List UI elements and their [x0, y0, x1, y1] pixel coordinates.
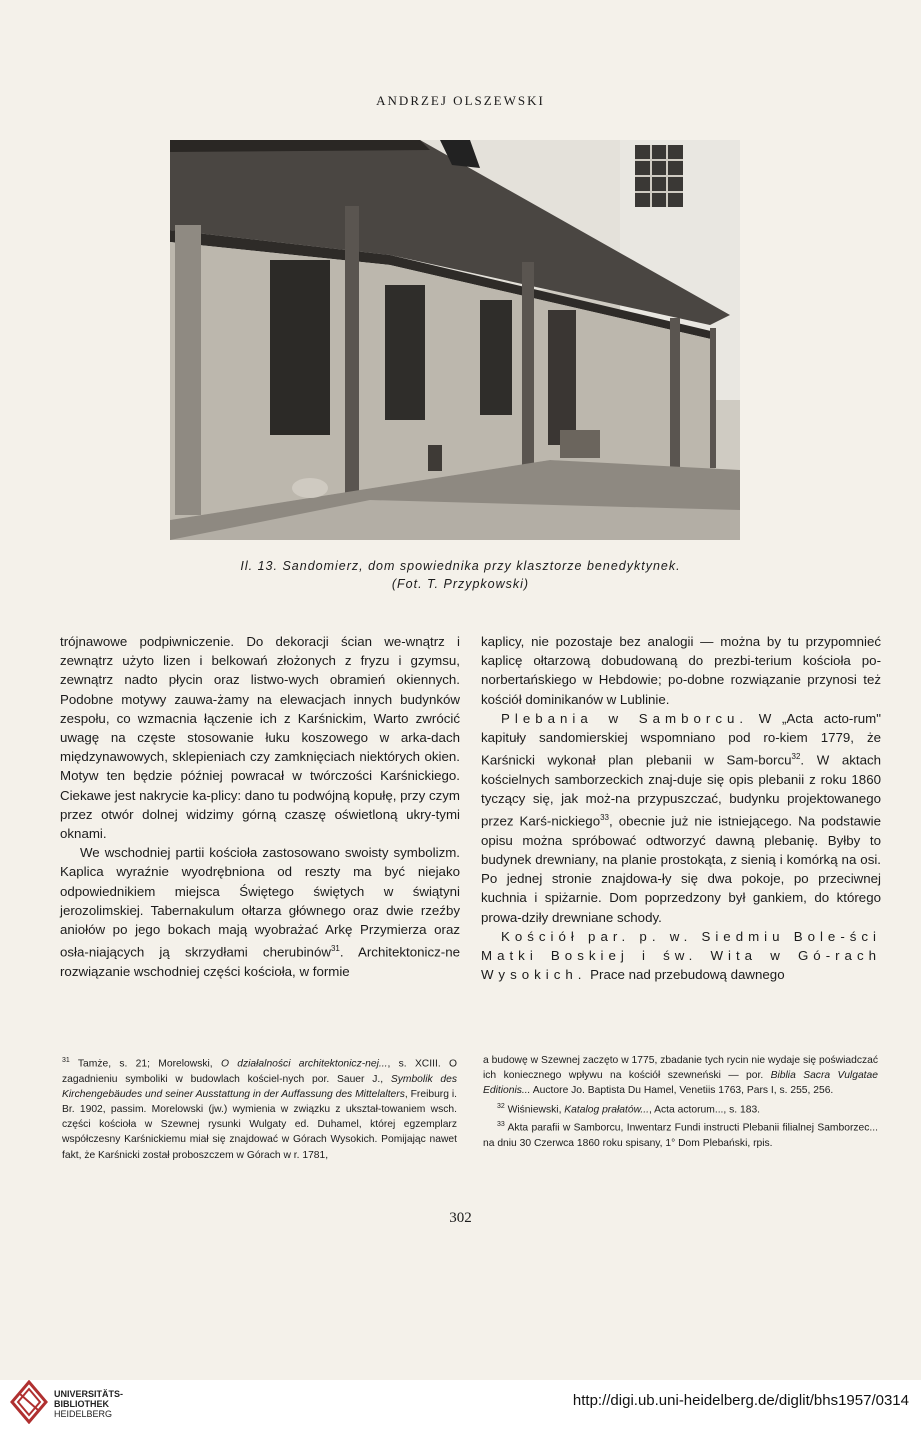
fn31-text-b: , s. XCIII. O zagadnieniu symboliki w budowlach kościel-nych por. Sauer J., — [62, 1058, 457, 1085]
fn31-title-1: O działalności architektonicz-nej... — [220, 1058, 388, 1070]
fn32-text-a: Wiśniewski, — [504, 1104, 565, 1116]
section-heading-kosciol: Kościół par. p. w. Siedmiu Bole-ści Matki Boskiej i św. Wita w Gó-rach Wysokich. — [481, 928, 881, 983]
right-paragraph-2 — [481, 709, 881, 927]
fn32-title: Katalog prałatów... — [564, 1104, 650, 1116]
figure-caption — [0, 557, 921, 593]
footnote-31-number: 31 — [62, 1057, 70, 1064]
fn31-cont-a: a budowę w Szewnej zaczęto w 1775, zbadanie tych rycin nie wydaje się poświadczać ich koniecznego wpływu na kościół szewneński — por. — [483, 1055, 878, 1082]
fn32-text-b: , Acta actorum..., s. 183. — [649, 1104, 761, 1116]
footnote-ref-33[interactable]: 33 — [600, 813, 610, 823]
fn33-text: Akta parafii w Samborcu, Inwentarz Fundi instructi Plebanii filialnej Samborzec... na dniu 30 Czerwca 1860 roku spisany, 1° Dom Plebański, rpis. — [483, 1122, 878, 1149]
caption-title: Il. 13. Sandomierz, dom spowiednika przy klasztorze benedyktynek. — [240, 559, 681, 573]
section-heading-plebania: Plebania w Samborcu. — [501, 710, 749, 726]
fn31-title-2: Symbolik des Kirchengebäudes und seiner Ausstattung in der Auffassung des Mittelalters — [62, 1073, 457, 1100]
footnote-31-continued — [483, 1053, 878, 1099]
fn31-text-c: , Freiburg i. Br. 1902, passim. Morelowski (jw.) wymienia w związku z ukształ-towaniem wsch. części kościoła w Szewnej rysunki Wulgaty ed. Duhamel, której egzemplarz współczesny Karśnickiemu miał się znajdować w Górach Wysokich. Pomijając nawet fakt, że Karśnicki został proboszczem w Górach w r. 1781, — [62, 1088, 457, 1161]
right-p2b: . W aktach kościelnych samborzeckich znaj-duje się opis plebanii z roku 1860 tyczący się, jak moż-na przypuszczać, budynku projektowanego przez Karś-nickiego — [481, 752, 882, 829]
library-name — [54, 1389, 123, 1419]
fn31-cont-b: Auctore Jo. Baptista Du Hamel, Venetiis 1763, Pars I, s. 255, 256. — [530, 1085, 834, 1097]
right-p2c: , obecnie już nie istniejącego. Na podstawie opisu można spróbować odtworzyć dawną plebanię. Byłby to budynek drewniany, na planie prostokąta, z sienią i komórką na osi. Po jednej stronie znajdowa-ły się dwa pokoje, po przeciwnej kuchnia i spiżarnie. Dom poprzedzony był gankiem, do którego prowa-dziły drewniane schody. — [481, 813, 881, 925]
fn31-text-a: Tamże, s. 21; Morelowski, — [69, 1058, 221, 1070]
footnote-33-number: 33 — [497, 1121, 505, 1129]
left-p2-text: We wschodniej partii kościoła zastosowano swoisty symbolizm. Kaplica wyraźnie wyodrębniona od reszty ma być niejako odpowiednikiem miejsca Świętego świętych w świątyni jerozolimskiej. Tabernakulum ołtarza głównego oraz dwie rzeźby aniołów po jego bokach mają wyobrażać Arkę Przymierza oraz osła-niających ją skrzydłami cherubinów — [60, 845, 460, 960]
footnote-ref-32[interactable]: 32 — [791, 752, 801, 762]
footnote-32 — [483, 1099, 878, 1118]
footnote-33 — [483, 1117, 878, 1151]
right-p3: Prace nad przebudową dawnego — [586, 967, 785, 983]
right-paragraph-1: kaplicy, nie pozostaje bez analogii — można by tu przypomnieć kaplicę ołtarzową dobudowaną do prezbi-terium kościoła po-norbertańskiego w Hebdowie; po-dobne rozwiązanie przynosi też kościół dominikanów w Lublinie. — [481, 634, 881, 707]
page-number: 302 — [449, 1210, 472, 1226]
library-name-line-1: UNIVERSITÄTS- — [54, 1389, 124, 1399]
right-column — [481, 632, 881, 985]
library-name-line-3: HEIDELBERG — [54, 1409, 113, 1419]
right-p2a: W „Acta acto-rum" kapituły sandomierskiej wspomniano pod ro-kiem 1779, że Karśnicki wykonał plan plebanii w Sam-borcu — [481, 710, 881, 768]
left-column — [60, 632, 460, 981]
library-name-line-2: BIBLIOTHEK — [54, 1399, 109, 1409]
footnote-32-number: 32 — [497, 1102, 505, 1110]
left-paragraph-1: trójnawowe podpiwniczenie. Do dekoracji ścian we-wnątrz i zewnątrz użyto lizen i belkowań złożonych z fryzu i gzymsu, zewnątrz nadto płycin oraz listwo-wych obramień okiennych. Podobne motywy zauwa-żamy na elewacjach innych budynków zespołu, co wzmacnia łączenie ich z Karśnickim, Warto zwrócić uwagę na częste stosowanie łuku koszowego w arka-dach międzynawowych, sklepieniach czy zamknięciach niektórych okien. Motyw ten będzie później powracał w twórczości Karśnickiego. Ciekawe jest nakrycie ka-plicy: dano tu podwójną kopułę, przy czym przez otwór dolnej widzimy górną czaszę oświetloną ukry-tymi oknami. — [60, 634, 460, 842]
university-library-logo-icon[interactable] — [10, 1380, 48, 1424]
footer-bar — [0, 1380, 921, 1437]
photo-house — [170, 140, 740, 540]
caption-credit: (Fot. T. Przypkowski) — [391, 577, 530, 591]
footnote-ref-31[interactable]: 31 — [330, 944, 340, 954]
permalink-url[interactable]: http://digi.ub.uni-heidelberg.de/diglit/bhs1957/0314 — [572, 1392, 909, 1409]
footnote-31 — [62, 1053, 457, 1163]
footnotes-right — [483, 1053, 878, 1151]
left-p2-end: . Architektonicz-ne rozwiązanie wschodniej części kościoła, w formie — [60, 944, 460, 979]
fn31-cont-title: Biblia Sacra Vulgatae Editionis... — [483, 1070, 878, 1097]
running-header: ANDRZEJ OLSZEWSKI — [376, 93, 545, 108]
right-paragraph-3 — [481, 927, 881, 985]
footnotes-left — [62, 1053, 457, 1163]
left-paragraph-2 — [60, 843, 460, 981]
